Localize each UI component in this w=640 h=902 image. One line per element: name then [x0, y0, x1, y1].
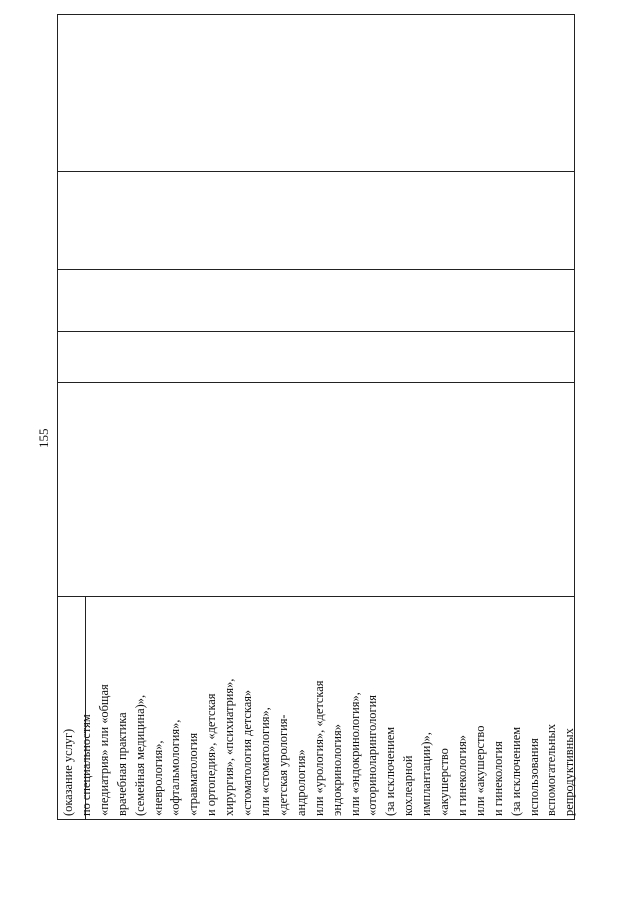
cell-text-line: и гинекология — [490, 741, 505, 816]
cell-text-line: (семейная медицина)», — [132, 694, 147, 816]
cell-text-line: «травматология — [186, 732, 201, 816]
cell-text-line: или «эндокринология», — [347, 692, 362, 816]
cell-text-line: эндокринология» — [329, 724, 344, 816]
cell-text-line: хирургия», «психиатрия», — [222, 678, 237, 816]
cell-text-line: «акушерство — [437, 748, 452, 816]
cell-text-line: и ортопедия», «детская — [204, 693, 219, 816]
cell-text-line: (за исключением — [508, 726, 523, 816]
page-number: 155 — [36, 428, 51, 448]
cell-text-line: или «урология», «детская — [311, 680, 326, 816]
column-divider — [57, 596, 575, 597]
cell-text-line: вспомогательных — [544, 723, 559, 816]
cell-text-line: врачебная практика — [114, 712, 129, 816]
cell-text-line: «неврология», — [150, 740, 165, 816]
column-divider — [57, 269, 575, 270]
cell-text-line: использования — [526, 738, 541, 816]
cell-text-line: репродуктивных — [562, 728, 577, 816]
column-divider — [57, 171, 575, 172]
cell-text-line: «педиатрия» или «общая — [96, 684, 111, 816]
cell-text-line: и гинекология» — [454, 735, 469, 816]
table-cell-text — [60, 598, 577, 816]
cell-text-line: имплантации)», — [419, 732, 434, 816]
cell-text-line: «оториноларингология — [365, 695, 380, 816]
cell-text-line: или «стоматология», — [257, 707, 272, 816]
cell-text-line: по специальностям — [78, 714, 93, 816]
cell-text-line: кохлеарной — [401, 755, 416, 816]
cell-text-line: «стоматология детская» — [240, 689, 255, 816]
cell-text-line: (за исключением — [383, 726, 398, 816]
cell-text-line: андрология» — [293, 749, 308, 816]
column-divider — [57, 331, 575, 332]
cell-text-line: (оказание услуг) — [61, 728, 75, 816]
cell-text-line: или «акушерство — [472, 725, 487, 816]
column-divider — [57, 382, 575, 383]
cell-text-line: «детская урология- — [275, 714, 290, 816]
cell-text-line: «офтальмология», — [168, 719, 183, 816]
